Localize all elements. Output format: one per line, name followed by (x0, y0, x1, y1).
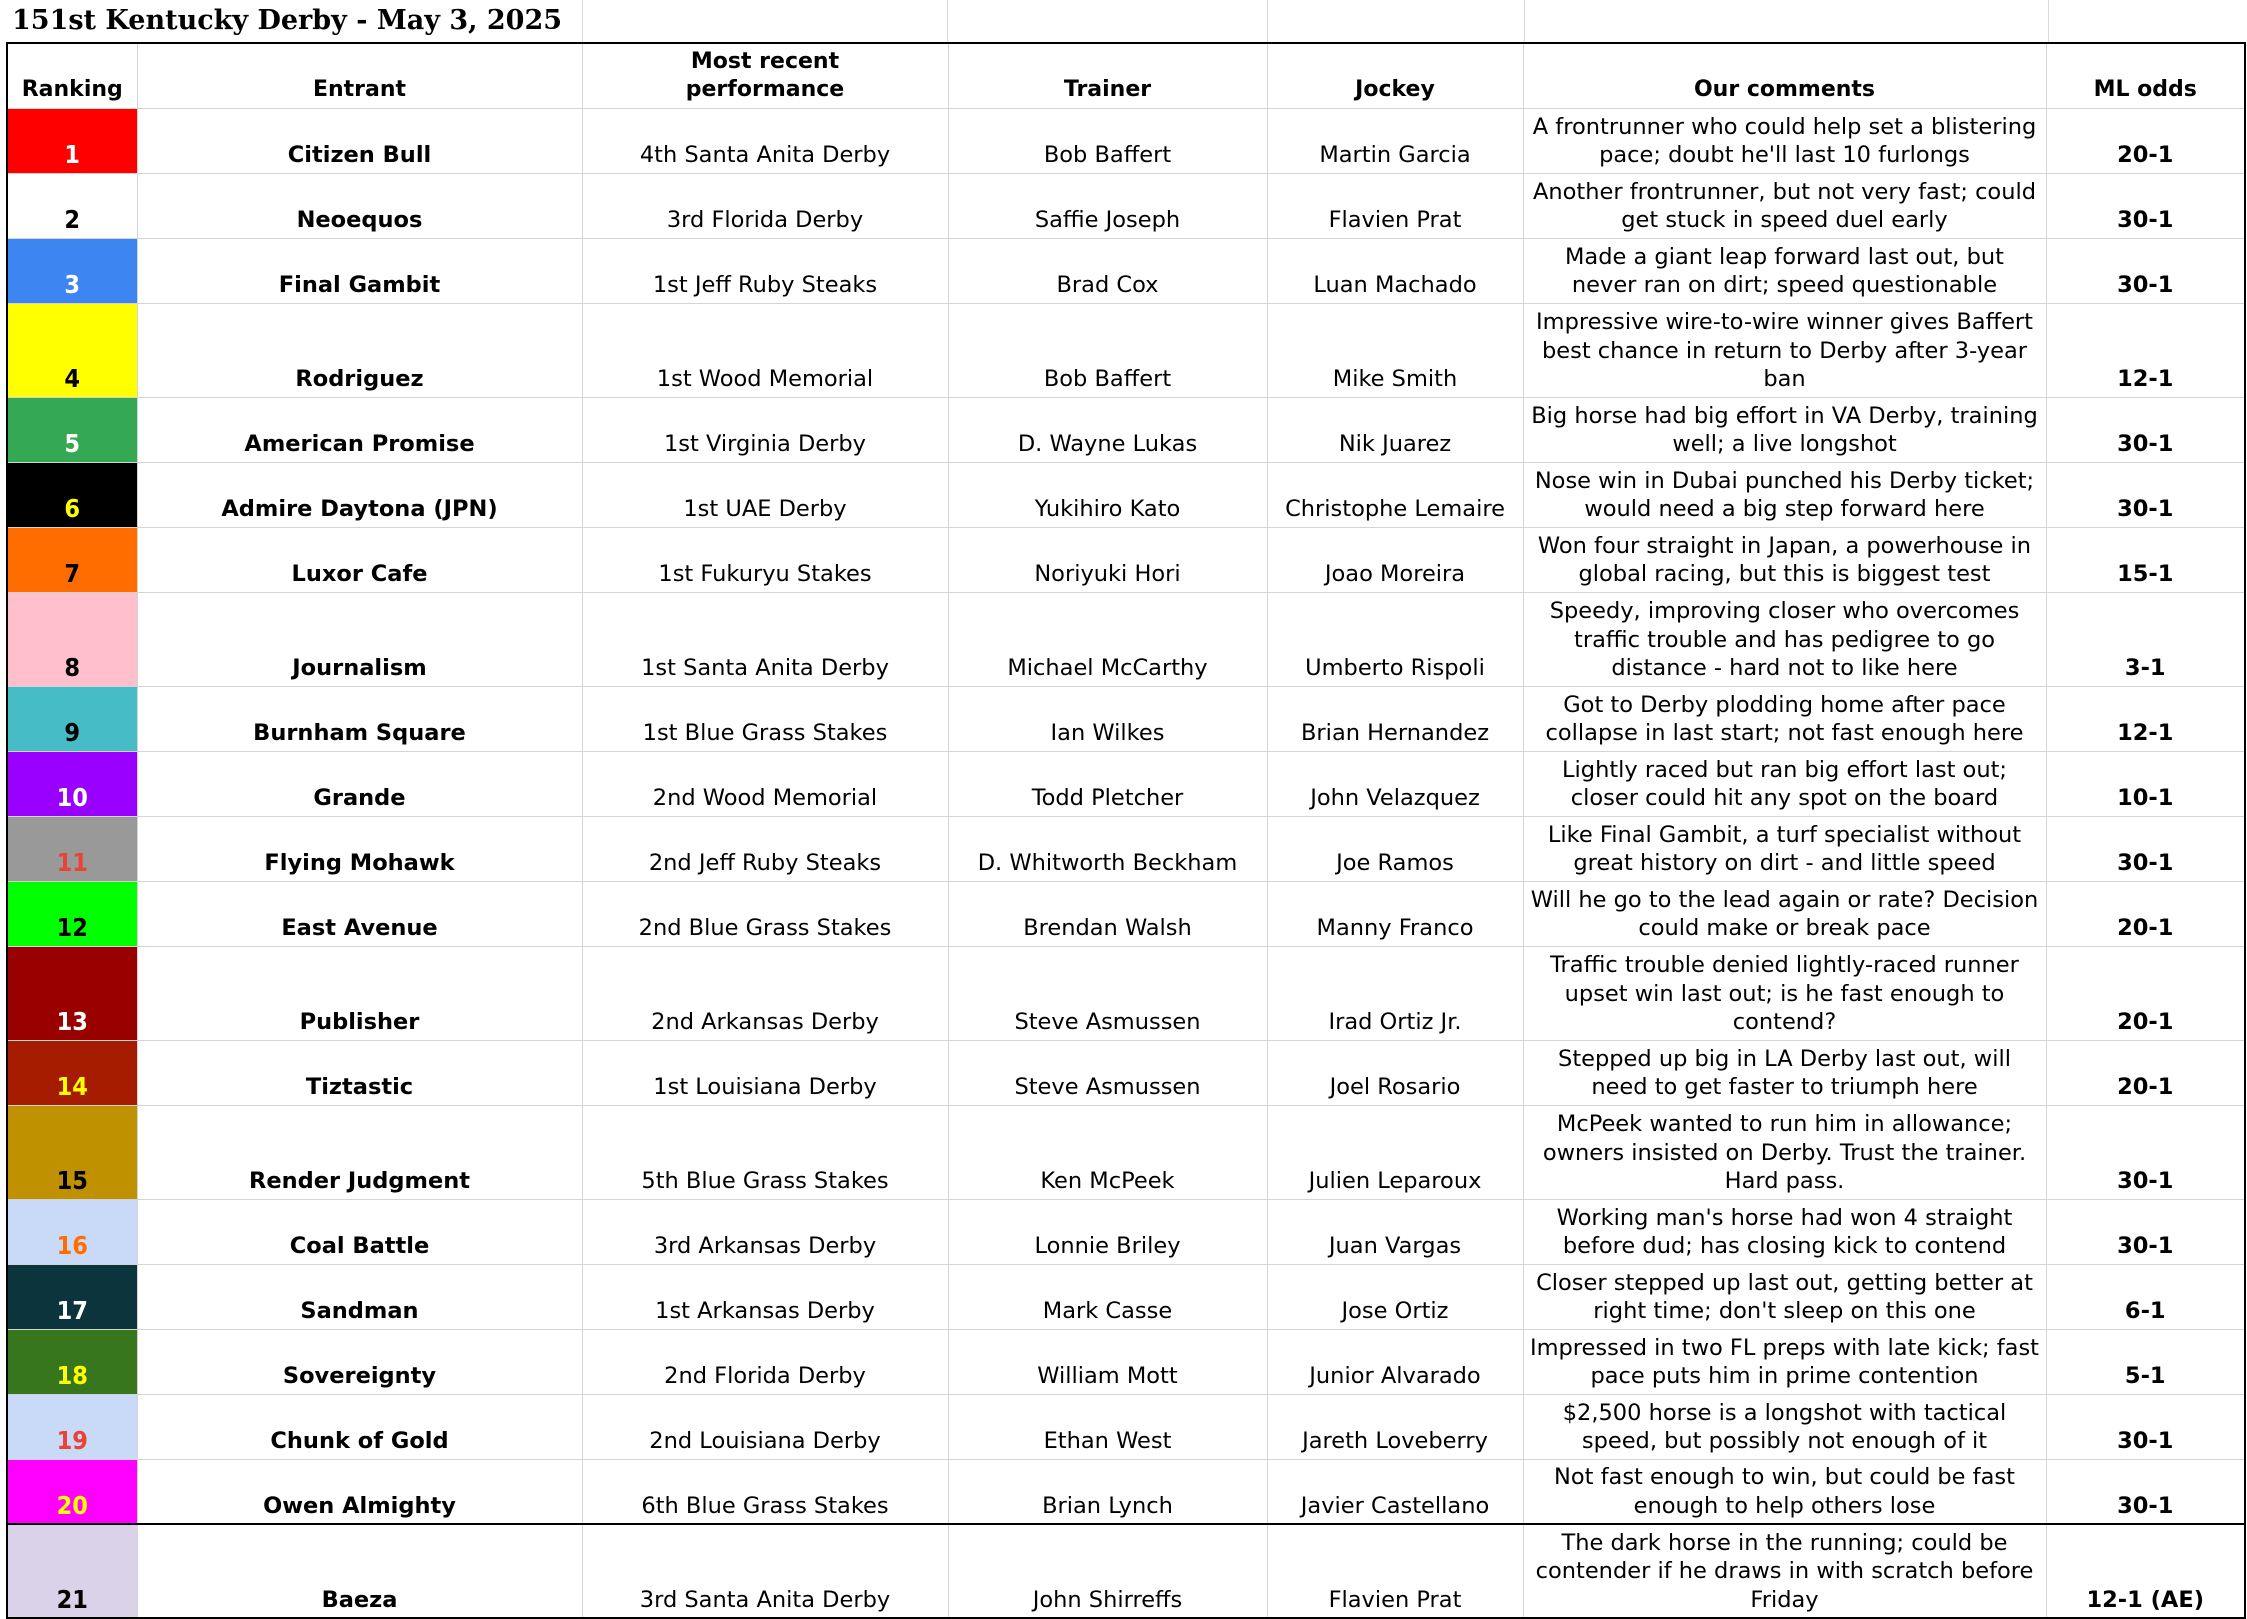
rank-cell: 17 (7, 1264, 137, 1329)
rank-cell: 19 (7, 1394, 137, 1459)
entrant-cell: Render Judgment (137, 1105, 582, 1199)
header-ranking: Ranking (7, 43, 137, 108)
jockey-cell: Manny Franco (1267, 881, 1523, 946)
entrant-cell: Burnham Square (137, 686, 582, 751)
entrant-cell: Sovereignty (137, 1329, 582, 1394)
odds-cell: 20-1 (2046, 1040, 2245, 1105)
comment-cell: Got to Derby plodding home after pace collapse in last start; not fast enough here (1523, 686, 2046, 751)
trainer-cell: Yukihiro Kato (948, 462, 1267, 527)
trainer-cell: Steve Asmussen (948, 946, 1267, 1040)
performance-cell: 1st Wood Memorial (582, 303, 948, 397)
performance-cell: 1st Fukuryu Stakes (582, 527, 948, 592)
table-row (7, 238, 2245, 303)
jockey-cell: Christophe Lemaire (1267, 462, 1523, 527)
rank-cell: 15 (7, 1105, 137, 1199)
jockey-cell: Martin Garcia (1267, 108, 1523, 173)
jockey-cell: Julien Leparoux (1267, 1105, 1523, 1199)
entrant-cell: Luxor Cafe (137, 527, 582, 592)
comment-cell: Made a giant leap forward last out, but never ran on dirt; speed questionable (1523, 238, 2046, 303)
jockey-cell: Joao Moreira (1267, 527, 1523, 592)
comment-cell: McPeek wanted to run him in allowance; owners insisted on Derby. Trust the trainer. Hard pass. (1523, 1105, 2046, 1199)
gridline (1267, 0, 1268, 42)
comment-cell: Lightly raced but ran big effort last out; closer could hit any spot on the board (1523, 751, 2046, 816)
comment-cell: Like Final Gambit, a turf specialist without great history on dirt - and little speed (1523, 816, 2046, 881)
performance-cell: 6th Blue Grass Stakes (582, 1459, 948, 1524)
jockey-cell: Umberto Rispoli (1267, 592, 1523, 686)
table-row (7, 1329, 2245, 1394)
entrant-cell: Citizen Bull (137, 108, 582, 173)
trainer-cell: Brendan Walsh (948, 881, 1267, 946)
comment-cell: Won four straight in Japan, a powerhouse in global racing, but this is biggest test (1523, 527, 2046, 592)
jockey-cell: Javier Castellano (1267, 1459, 1523, 1524)
title-row (8, 0, 2246, 42)
trainer-cell: Steve Asmussen (948, 1040, 1267, 1105)
table-row (7, 592, 2245, 686)
header-comments: Our comments (1523, 43, 2046, 108)
rank-cell: 14 (7, 1040, 137, 1105)
odds-cell: 15-1 (2046, 527, 2245, 592)
entrant-cell: Owen Almighty (137, 1459, 582, 1524)
odds-cell: 30-1 (2046, 816, 2245, 881)
jockey-cell: Jose Ortiz (1267, 1264, 1523, 1329)
trainer-cell: Todd Pletcher (948, 751, 1267, 816)
comment-cell: Big horse had big effort in VA Derby, training well; a live longshot (1523, 397, 2046, 462)
odds-cell: 20-1 (2046, 946, 2245, 1040)
rank-cell: 3 (7, 238, 137, 303)
odds-cell: 6-1 (2046, 1264, 2245, 1329)
table-row (7, 527, 2245, 592)
table-row (7, 303, 2245, 397)
performance-cell: 1st Louisiana Derby (582, 1040, 948, 1105)
trainer-cell: Lonnie Briley (948, 1199, 1267, 1264)
rank-cell: 8 (7, 592, 137, 686)
rank-cell: 4 (7, 303, 137, 397)
table-row (7, 1524, 2245, 1618)
rank-cell: 2 (7, 173, 137, 238)
comment-cell: Working man's horse had won 4 straight before dud; has closing kick to contend (1523, 1199, 2046, 1264)
jockey-cell: Irad Ortiz Jr. (1267, 946, 1523, 1040)
jockey-cell: Flavien Prat (1267, 1524, 1523, 1618)
table-row (7, 108, 2245, 173)
trainer-cell: Bob Baffert (948, 108, 1267, 173)
comment-cell: Impressed in two FL preps with late kick; fast pace puts him in prime contention (1523, 1329, 2046, 1394)
entrant-cell: American Promise (137, 397, 582, 462)
header-odds: ML odds (2046, 43, 2245, 108)
odds-cell: 20-1 (2046, 881, 2245, 946)
table-row (7, 816, 2245, 881)
page-title: 151st Kentucky Derby - May 3, 2025 (12, 5, 563, 36)
trainer-cell: Michael McCarthy (948, 592, 1267, 686)
gridline (582, 0, 583, 42)
trainer-cell: D. Wayne Lukas (948, 397, 1267, 462)
trainer-cell: Ian Wilkes (948, 686, 1267, 751)
performance-cell: 2nd Wood Memorial (582, 751, 948, 816)
header-performance (582, 43, 948, 108)
entrant-cell: Publisher (137, 946, 582, 1040)
performance-cell: 2nd Jeff Ruby Steaks (582, 816, 948, 881)
odds-cell: 30-1 (2046, 397, 2245, 462)
odds-cell: 30-1 (2046, 238, 2245, 303)
table-row (7, 1040, 2245, 1105)
jockey-cell: Joe Ramos (1267, 816, 1523, 881)
entrant-cell: Coal Battle (137, 1199, 582, 1264)
odds-cell: 30-1 (2046, 173, 2245, 238)
table-row (7, 881, 2245, 946)
entrant-cell: Neoequos (137, 173, 582, 238)
table-row (7, 1264, 2245, 1329)
performance-cell: 4th Santa Anita Derby (582, 108, 948, 173)
table-row (7, 946, 2245, 1040)
header-jockey: Jockey (1267, 43, 1523, 108)
rank-cell: 13 (7, 946, 137, 1040)
comment-cell: Closer stepped up last out, getting better at right time; don't sleep on this one (1523, 1264, 2046, 1329)
jockey-cell: Joel Rosario (1267, 1040, 1523, 1105)
odds-cell: 30-1 (2046, 1394, 2245, 1459)
odds-cell: 12-1 (2046, 303, 2245, 397)
performance-cell: 2nd Louisiana Derby (582, 1394, 948, 1459)
odds-cell: 3-1 (2046, 592, 2245, 686)
comment-cell: Speedy, improving closer who overcomes traffic trouble and has pedigree to go distance - hard not to like here (1523, 592, 2046, 686)
entrant-cell: Sandman (137, 1264, 582, 1329)
trainer-cell: Ethan West (948, 1394, 1267, 1459)
trainer-cell: D. Whitworth Beckham (948, 816, 1267, 881)
header-performance-line2: performance (685, 76, 845, 102)
jockey-cell: Brian Hernandez (1267, 686, 1523, 751)
jockey-cell: Nik Juarez (1267, 397, 1523, 462)
performance-cell: 2nd Blue Grass Stakes (582, 881, 948, 946)
table-row (7, 1394, 2245, 1459)
entrant-cell: Final Gambit (137, 238, 582, 303)
comment-cell: The dark horse in the running; could be contender if he draws in with scratch before Friday (1523, 1524, 2046, 1618)
performance-cell: 2nd Florida Derby (582, 1329, 948, 1394)
odds-cell: 5-1 (2046, 1329, 2245, 1394)
gridline (2048, 0, 2049, 42)
jockey-cell: Flavien Prat (1267, 173, 1523, 238)
entrant-cell: Baeza (137, 1524, 582, 1618)
rank-cell: 10 (7, 751, 137, 816)
derby-table (6, 42, 2246, 1619)
trainer-cell: Noriyuki Hori (948, 527, 1267, 592)
performance-cell: 3rd Arkansas Derby (582, 1199, 948, 1264)
header-row (7, 43, 2245, 108)
odds-cell: 12-1 (AE) (2046, 1524, 2245, 1618)
rank-cell: 9 (7, 686, 137, 751)
rank-cell: 18 (7, 1329, 137, 1394)
performance-cell: 5th Blue Grass Stakes (582, 1105, 948, 1199)
rank-cell: 7 (7, 527, 137, 592)
entrant-cell: Chunk of Gold (137, 1394, 582, 1459)
rank-cell: 1 (7, 108, 137, 173)
trainer-cell: Brian Lynch (948, 1459, 1267, 1524)
jockey-cell: Junior Alvarado (1267, 1329, 1523, 1394)
entrant-cell: Admire Daytona (JPN) (137, 462, 582, 527)
rank-cell: 11 (7, 816, 137, 881)
header-performance-line1: Most recent (690, 48, 840, 74)
table-row (7, 686, 2245, 751)
entrant-cell: Rodriguez (137, 303, 582, 397)
trainer-cell: Bob Baffert (948, 303, 1267, 397)
rank-cell: 5 (7, 397, 137, 462)
jockey-cell: Luan Machado (1267, 238, 1523, 303)
rank-cell: 6 (7, 462, 137, 527)
performance-cell: 1st UAE Derby (582, 462, 948, 527)
comment-cell: Nose win in Dubai punched his Derby ticket; would need a big step forward here (1523, 462, 2046, 527)
performance-cell: 1st Virginia Derby (582, 397, 948, 462)
performance-cell: 3rd Santa Anita Derby (582, 1524, 948, 1618)
rank-cell: 16 (7, 1199, 137, 1264)
odds-cell: 30-1 (2046, 1459, 2245, 1524)
odds-cell: 10-1 (2046, 751, 2245, 816)
performance-cell: 1st Santa Anita Derby (582, 592, 948, 686)
header-entrant: Entrant (137, 43, 582, 108)
rank-cell: 21 (7, 1524, 137, 1618)
entrant-cell: Tiztastic (137, 1040, 582, 1105)
performance-cell: 1st Blue Grass Stakes (582, 686, 948, 751)
odds-cell: 30-1 (2046, 1105, 2245, 1199)
entrant-cell: East Avenue (137, 881, 582, 946)
table-row (7, 1105, 2245, 1199)
table-row (7, 397, 2245, 462)
comment-cell: Impressive wire-to-wire winner gives Baffert best chance in return to Derby after 3-year ban (1523, 303, 2046, 397)
trainer-cell: Brad Cox (948, 238, 1267, 303)
performance-cell: 1st Jeff Ruby Steaks (582, 238, 948, 303)
comment-cell: Not fast enough to win, but could be fast enough to help others lose (1523, 1459, 2046, 1524)
entrant-cell: Journalism (137, 592, 582, 686)
header-trainer: Trainer (948, 43, 1267, 108)
entrant-cell: Flying Mohawk (137, 816, 582, 881)
comment-cell: $2,500 horse is a longshot with tactical speed, but possibly not enough of it (1523, 1394, 2046, 1459)
jockey-cell: Mike Smith (1267, 303, 1523, 397)
jockey-cell: Jareth Loveberry (1267, 1394, 1523, 1459)
table-row (7, 751, 2245, 816)
trainer-cell: John Shirreffs (948, 1524, 1267, 1618)
comment-cell: Another frontrunner, but not very fast; could get stuck in speed duel early (1523, 173, 2046, 238)
odds-cell: 30-1 (2046, 1199, 2245, 1264)
trainer-cell: Mark Casse (948, 1264, 1267, 1329)
comment-cell: Traffic trouble denied lightly-raced runner upset win last out; is he fast enough to contend? (1523, 946, 2046, 1040)
odds-cell: 20-1 (2046, 108, 2245, 173)
rank-cell: 20 (7, 1459, 137, 1524)
trainer-cell: Ken McPeek (948, 1105, 1267, 1199)
jockey-cell: Juan Vargas (1267, 1199, 1523, 1264)
gridline (1524, 0, 1525, 42)
jockey-cell: John Velazquez (1267, 751, 1523, 816)
entrant-cell: Grande (137, 751, 582, 816)
performance-cell: 2nd Arkansas Derby (582, 946, 948, 1040)
performance-cell: 3rd Florida Derby (582, 173, 948, 238)
comment-cell: Will he go to the lead again or rate? Decision could make or break pace (1523, 881, 2046, 946)
comment-cell: Stepped up big in LA Derby last out, will need to get faster to triumph here (1523, 1040, 2046, 1105)
trainer-cell: Saffie Joseph (948, 173, 1267, 238)
table-row (7, 1199, 2245, 1264)
performance-cell: 1st Arkansas Derby (582, 1264, 948, 1329)
rank-cell: 12 (7, 881, 137, 946)
trainer-cell: William Mott (948, 1329, 1267, 1394)
table-row (7, 173, 2245, 238)
table-row (7, 1459, 2245, 1524)
comment-cell: A frontrunner who could help set a blistering pace; doubt he'll last 10 furlongs (1523, 108, 2046, 173)
table-row (7, 462, 2245, 527)
gridline (947, 0, 948, 42)
odds-cell: 12-1 (2046, 686, 2245, 751)
odds-cell: 30-1 (2046, 462, 2245, 527)
